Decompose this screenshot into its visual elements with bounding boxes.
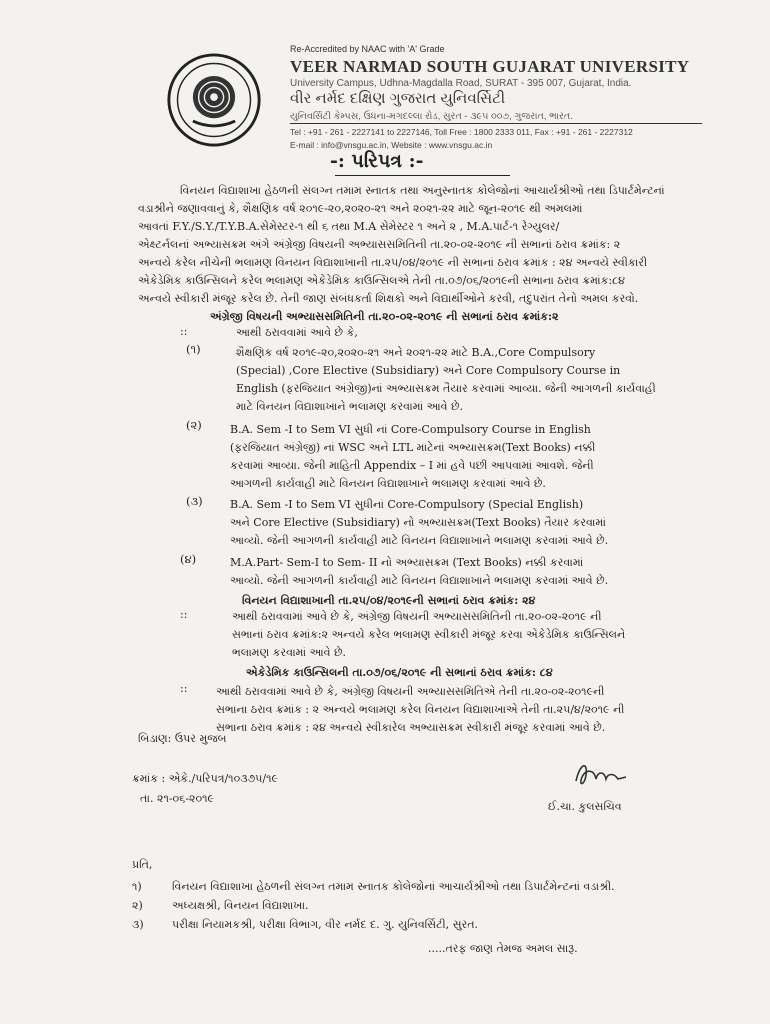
header-divider	[290, 123, 702, 124]
item-line: (ફરજિયાત અંગ્રેજી) નાં WSC અને LTL માટેનાં અભ્યાસક્રમ(Text Books) નક્કી	[230, 441, 596, 454]
university-address-english: University Campus, Udhna-Magdalla Road, SURAT - 395 007, Gujarat, India.	[290, 78, 632, 89]
colon-mark: ::	[180, 608, 188, 621]
university-address-gujarati: યુનિવર્સિટી કેમ્પસ, ઉધના-મગદલ્લા રોડ, સુરત - ૩૯૫ ૦૦૭, ગુજરાત, ભારત.	[290, 111, 573, 122]
item-line: English (ફરજિયાત અંગ્રેજી)નાં અભ્યાસક્રમ તૈયાર કરવામાં આવ્યા. જેની આગળની કાર્યવાહી	[236, 382, 656, 395]
resolution-intro: આથી ઠરાવવામાં આવે છે કે,	[236, 326, 358, 339]
item-line: આવ્યો. જેની આગળની કાર્યવાહી માટે વિનયન વિદ્યાશાખાને ભલામણ કરવામાં આવે છે.	[230, 574, 609, 587]
closing-note: .....તરફ જાણ તેમજ અમલ સારૂ.	[428, 942, 578, 955]
section-heading-faculty: વિનયન વિદ્યાશાખાની તા.૨૫/૦૪/૨૦૧૯ની સભાનાં ઠરાવ ક્રમાંક: ૨૪	[242, 594, 536, 607]
para3-line: સભાના ઠરાવ ક્રમાંક : ૨૪ અન્વયે સ્વીકારેલ અભ્યાસક્રમ સ્વીકારી મંજૂર કરવામાં આવે છે.	[216, 721, 606, 734]
item-line: B.A. Sem -I to Sem VI સુધી નાં Core-Compulsory Course in English	[230, 423, 591, 436]
item-line: આગળની કાર્યવાહી માટે વિનયન વિદ્યાશાખાને ભલામણ કરવામાં આવે છે.	[230, 477, 546, 490]
circular-title: -: પરિપત્ર :-	[330, 150, 424, 172]
intro-line: અન્વયે કરેલ નીચેની ભલામણ વિનયન વિદ્યાશાખાની તા.૨૫/૦૪/૨૦૧૯ ની સભાનાં ઠરાવ ક્રમાંક : ૨૪ અન્વયે સ્વીકારી	[138, 256, 648, 269]
item-line: આવ્યો. જેની આગળની કાર્યવાહી માટે વિનયન વિદ્યાશાખાને ભલામણ કરવામાં આવે છે.	[230, 534, 609, 547]
item-number: (૨)	[186, 418, 202, 432]
item-number: (૧)	[186, 342, 201, 356]
intro-line: એકેડેમિક કાઉન્સિલને કરેલ ભલામણ એકેડેમિક કાઉન્સિલએ તેની તા.૦૭/૦૬/૨૦૧૯ની સભાના ઠરાવ ક્રમાંક:૮૪	[138, 274, 625, 287]
colon-mark: ::	[180, 682, 188, 695]
intro-line: એક્ષ્ટર્નલનાં અભ્યાસક્રમ અંગે અંગ્રેજી વિષયની અભ્યાસસમિતિની તા.૨૦-૦૨-૨૦૧૯ ની સભાનાં ઠરાવ ક્રમાંક: ૨	[138, 238, 621, 251]
item-line: અને Core Elective (Subsidiary) નો અભ્યાસક્રમ(Text Books) તૈયાર કરવામાં	[230, 516, 606, 529]
item-line: કરવામાં આવ્યા. જેની માહિતી Appendix – I માં હવે પછી આપવામાં આવશે. જેની	[230, 459, 594, 472]
signatory-title: ઈ.ચા. કુલસચિવ	[548, 800, 622, 813]
item-line: (Special) ,Core Elective (Subsidiary) અને Core Compulsory Course in	[236, 364, 621, 377]
item-line: B.A. Sem -I to Sem VI સુધીનાં Core-Compulsory (Special English)	[230, 498, 584, 511]
para2-line: સભાનાં ઠરાવ ક્રમાંક:૨ અન્વયે કરેલ ભલામણ સ્વીકારી મંજૂર કરવા એકેડેમિક કાઉન્સિલને	[232, 628, 626, 641]
intro-line: વિનયન વિદ્યાશાખા હેઠળની સંલગ્ન તમામ સ્નાતક તથા અનુસ્નાતક કોલેજોનાં આચાર્યશ્રીઓ તથા ડિપાર્ટમેન્ટનાં	[180, 184, 665, 197]
para3-line: સભાના ઠરાવ ક્રમાંક : ૨ અન્વયે ભલામણ કરેલ વિનયન વિદ્યાશાખાએ તેની તા.૨૫/૪/૨૦૧૯ ની	[216, 703, 625, 716]
intro-line: આવતાં F.Y./S.Y./T.Y.B.A.સેમેસ્ટર-૧ થી ૬ તથા M.A સેમેસ્ટર ૧ અને ૨ , M.A.પાર્ટ-૧ રેગ્યુલર/	[138, 220, 560, 233]
university-seal-icon	[166, 52, 262, 148]
section-heading-committee: અંગ્રેજી વિષયની અભ્યાસસમિતિની તા.૨૦-૦૨-૨૦૧૯ ની સભાનાં ઠરાવ ક્રમાંક:૨	[210, 310, 559, 323]
para2-line: આથી ઠરાવવામાં આવે છે કે, અંગ્રેજી વિષયની અભ્યાસસમિતિની તા.૨૦-૦૨-૨૦૧૯ ની	[232, 610, 602, 623]
reference-number: ક્રમાંક : એકે./પરિપત્ર/૧૦૩૭૫/૧૯	[132, 772, 279, 785]
signature-icon	[570, 757, 630, 791]
university-name-gujarati: વીર નર્મદ દક્ષિણ ગુજરાત યુનિવર્સિટી	[290, 90, 506, 107]
recipient-text: પરીક્ષા નિયામકશ્રી, પરીક્ષા વિભાગ, વીર નર્મદ દ. ગુ. યુનિવર્સિટી, સુરત.	[172, 918, 478, 931]
section-heading-academic-council: એકેડેમિક કાઉન્સિલની તા.૦૭/૦૬/૨૦૧૯ ની સભાનાં ઠરાવ ક્રમાંક: ૮૪	[246, 666, 553, 679]
contact-phone: Tel : +91 - 261 - 2227141 to 2227146, Toll Free : 1800 2333 011, Fax : +91 - 261 - 2227312	[290, 127, 633, 137]
university-name-english: VEER NARMAD SOUTH GUJARAT UNIVERSITY	[290, 57, 690, 76]
item-number: (૩)	[186, 494, 203, 508]
recipient-number: ૧)	[132, 880, 142, 893]
intro-line: વડાશ્રીને જણાવવાનું કે, શૈક્ષણિક વર્ષ ૨૦૧૯-૨૦,૨૦૨૦-૨૧ અને ૨૦૨૧-૨૨ માટે જૂન-૨૦૧૯ થી અમલમાં	[138, 202, 583, 215]
para3-line: આથી ઠરાવવામાં આવે છે કે, અંગ્રેજી વિષયની અભ્યાસસમિતિએ તેની તા.૨૦-૦૨-૨૦૧૯ની	[216, 685, 605, 698]
intro-line: અન્વયે સ્વીકારી મંજૂર કરેલ છે. તેની જાણ સંબંધકર્તા શિક્ષકો અને વિદ્યાર્થીઓને કરવી, તદુપરાંત તેનો અમલ કરવો.	[138, 292, 639, 305]
title-underline	[335, 175, 510, 176]
recipient-number: ૩)	[132, 918, 144, 931]
item-line: માટે વિનયન વિદ્યાશાખાને ભલામણ કરવામાં આવે છે.	[236, 400, 463, 413]
item-line: M.A.Part- Sem-I to Sem- II નો અભ્યાસક્રમ (Text Books) નક્કી કરવામાં	[230, 556, 584, 569]
colon-mark: ::	[180, 325, 188, 338]
circular-date: તા. ૨૧-૦૬-૨૦૧૯	[140, 792, 215, 805]
recipient-text: વિનયન વિદ્યાશાખા હેઠળની સંલગ્ન તમામ સ્નાતક કોલેજોનાં આચાર્યશ્રીઓ તથા ડિપાર્ટમેન્ટનાં વડાશ્રી.	[172, 880, 615, 893]
item-number: (૪)	[180, 552, 197, 566]
recipient-number: ૨)	[132, 899, 143, 912]
para2-line: ભલામણ કરવામાં આવે છે.	[232, 646, 346, 659]
contact-email: E-mail : info@vnsgu.ac.in, Website : www.vnsgu.ac.in	[290, 140, 493, 150]
naac-accreditation: Re-Accredited by NAAC with 'A' Grade	[290, 44, 445, 54]
item-line: શૈક્ષણિક વર્ષ ૨૦૧૯-૨૦,૨૦૨૦-૨૧ અને ૨૦૨૧-૨૨ માટે B.A.,Core Compulsory	[236, 346, 596, 359]
enclosure-note: બિડાણ: ઉપર મુજબ	[138, 732, 227, 745]
to-label: પ્રતિ,	[132, 858, 153, 871]
recipient-text: અધ્યક્ષશ્રી, વિનયન વિદ્યાશાખા.	[172, 899, 309, 912]
